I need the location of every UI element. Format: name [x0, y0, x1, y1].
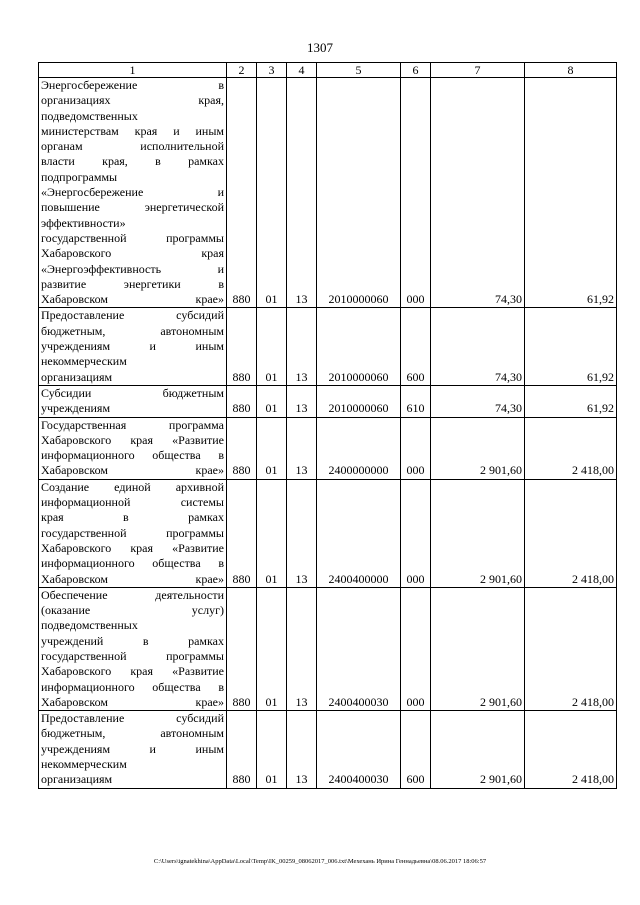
row-name-line: органам исполнительной	[41, 139, 224, 154]
col-4-cell: 13	[287, 78, 317, 308]
row-name-cell	[39, 479, 227, 587]
row-name-line: бюджетным, автономным	[41, 726, 224, 741]
row-name-cell	[39, 385, 227, 417]
header-cell: 6	[401, 63, 431, 78]
header-cell: 1	[39, 63, 227, 78]
row-name-line: Хабаровского края «Развитие	[41, 432, 224, 447]
row-name-cell	[39, 587, 227, 710]
col-4-cell: 13	[287, 479, 317, 587]
row-name-line: Предоставление субсидий	[41, 308, 224, 323]
row-name-cell	[39, 78, 227, 308]
row-name-line: информационного общества в	[41, 679, 224, 694]
amount-cell: 74,30	[431, 78, 525, 308]
row-name-line: государственной программы	[41, 648, 224, 663]
row-name-cell	[39, 711, 227, 788]
row-name-line: учреждениям	[41, 401, 111, 416]
row-name-line: некоммерческим	[41, 354, 127, 369]
row-name-line: Хабаровском крае»	[41, 694, 224, 709]
row-name-line: Хабаровском крае»	[41, 292, 224, 307]
code-cell: 2400400030	[317, 711, 401, 788]
amount-cell: 74,30	[431, 308, 525, 385]
col-3-cell: 01	[257, 479, 287, 587]
row-name-line: информационной системы	[41, 495, 224, 510]
row-name-line: эффективности»	[41, 215, 126, 230]
table-row	[39, 308, 617, 385]
row-name-line: подведомственных	[41, 618, 138, 633]
col-2-cell: 880	[227, 78, 257, 308]
table-row	[39, 417, 617, 479]
table-row	[39, 711, 617, 788]
type-code-cell: 000	[401, 417, 431, 479]
row-name-line: повышение энергетической	[41, 200, 224, 215]
amount-cell: 2 418,00	[525, 479, 617, 587]
row-name-line: бюджетным, автономным	[41, 323, 224, 338]
type-code-cell: 610	[401, 385, 431, 417]
table-row	[39, 78, 617, 308]
col-2-cell: 880	[227, 587, 257, 710]
header-cell: 2	[227, 63, 257, 78]
col-4-cell: 13	[287, 711, 317, 788]
amount-cell: 2 901,60	[431, 417, 525, 479]
row-name-line: «Энергоэффективность и	[41, 261, 224, 276]
row-name-line: края в рамках	[41, 510, 224, 525]
row-name-cell	[39, 308, 227, 385]
header-cell: 5	[317, 63, 401, 78]
amount-cell: 2 418,00	[525, 587, 617, 710]
col-4-cell: 13	[287, 587, 317, 710]
amount-cell: 74,30	[431, 385, 525, 417]
row-name-line: Хабаровском крае»	[41, 571, 224, 586]
col-2-cell: 880	[227, 385, 257, 417]
type-code-cell: 000	[401, 479, 431, 587]
row-name-line: Хабаровском крае»	[41, 463, 224, 478]
type-code-cell: 600	[401, 711, 431, 788]
row-name-line: (оказание услуг)	[41, 603, 224, 618]
table-row	[39, 385, 617, 417]
header-cell: 3	[257, 63, 287, 78]
col-4-cell: 13	[287, 308, 317, 385]
table-row	[39, 479, 617, 587]
col-3-cell: 01	[257, 417, 287, 479]
type-code-cell: 000	[401, 587, 431, 710]
row-name-cell	[39, 417, 227, 479]
budget-table	[38, 62, 617, 789]
row-name-line: информационного общества в	[41, 448, 224, 463]
header-row	[39, 63, 617, 78]
col-3-cell: 01	[257, 711, 287, 788]
col-2-cell: 880	[227, 479, 257, 587]
row-name-line: учреждениям и иным	[41, 741, 224, 756]
amount-cell: 61,92	[525, 78, 617, 308]
row-name-line: Хабаровского края «Развитие	[41, 540, 224, 555]
header-cell: 4	[287, 63, 317, 78]
code-cell: 2400000000	[317, 417, 401, 479]
row-name-line: информационного общества в	[41, 556, 224, 571]
amount-cell: 61,92	[525, 308, 617, 385]
amount-cell: 2 901,60	[431, 711, 525, 788]
row-name-line: Субсидии бюджетным	[41, 385, 224, 400]
col-4-cell: 13	[287, 385, 317, 417]
row-name-line: подведомственных	[41, 108, 138, 123]
type-code-cell: 000	[401, 78, 431, 308]
table-body	[39, 78, 617, 789]
row-name-line: подпрограммы	[41, 169, 118, 184]
code-cell: 2400400030	[317, 587, 401, 710]
row-name-line: Предоставление субсидий	[41, 711, 224, 726]
row-name-line: Обеспечение деятельности	[41, 587, 224, 602]
row-name-line: Энергосбережение в	[41, 78, 224, 92]
col-4-cell: 13	[287, 417, 317, 479]
amount-cell: 2 901,60	[431, 479, 525, 587]
row-name-line: развитие энергетики в	[41, 276, 224, 291]
col-3-cell: 01	[257, 308, 287, 385]
row-name-line: Хабаровского края «Развитие	[41, 664, 224, 679]
code-cell: 2010000060	[317, 385, 401, 417]
row-name-line: государственной программы	[41, 525, 224, 540]
col-2-cell: 880	[227, 308, 257, 385]
row-name-line: организациях края,	[41, 93, 224, 108]
row-name-line: учреждениям и иным	[41, 339, 224, 354]
code-cell: 2400400000	[317, 479, 401, 587]
row-name-line: Государственная программа	[41, 417, 224, 432]
row-name-line: организациям	[41, 772, 113, 787]
col-3-cell: 01	[257, 78, 287, 308]
row-name-line: Хабаровского края	[41, 246, 224, 261]
row-name-line: организациям	[41, 369, 113, 384]
page-number: 1307	[307, 40, 333, 55]
row-name-line: министерствам края и иным	[41, 123, 224, 138]
row-name-line: государственной программы	[41, 230, 224, 245]
col-3-cell: 01	[257, 587, 287, 710]
header-cell: 8	[525, 63, 617, 78]
col-2-cell: 880	[227, 711, 257, 788]
row-name-line: учреждений в рамках	[41, 633, 224, 648]
col-2-cell: 880	[227, 417, 257, 479]
row-name-line: «Энергосбережение и	[41, 185, 224, 200]
row-name-line: власти края, в рамках	[41, 154, 224, 169]
code-cell: 2010000060	[317, 308, 401, 385]
row-name-line: Создание единой архивной	[41, 479, 224, 494]
amount-cell: 2 901,60	[431, 587, 525, 710]
file-path-footer: C:\Users\ignatekhina\AppData\Local\Temp\IK_00259_08062017_006.txt\Мехехань Ирина Геннадьевна\08.06.2017 18:06:57	[153, 858, 487, 865]
amount-cell: 2 418,00	[525, 711, 617, 788]
code-cell: 2010000060	[317, 78, 401, 308]
amount-cell: 61,92	[525, 385, 617, 417]
row-name-line: некоммерческим	[41, 757, 127, 772]
amount-cell: 2 418,00	[525, 417, 617, 479]
header-cell: 7	[431, 63, 525, 78]
type-code-cell: 600	[401, 308, 431, 385]
table-row	[39, 587, 617, 710]
col-3-cell: 01	[257, 385, 287, 417]
